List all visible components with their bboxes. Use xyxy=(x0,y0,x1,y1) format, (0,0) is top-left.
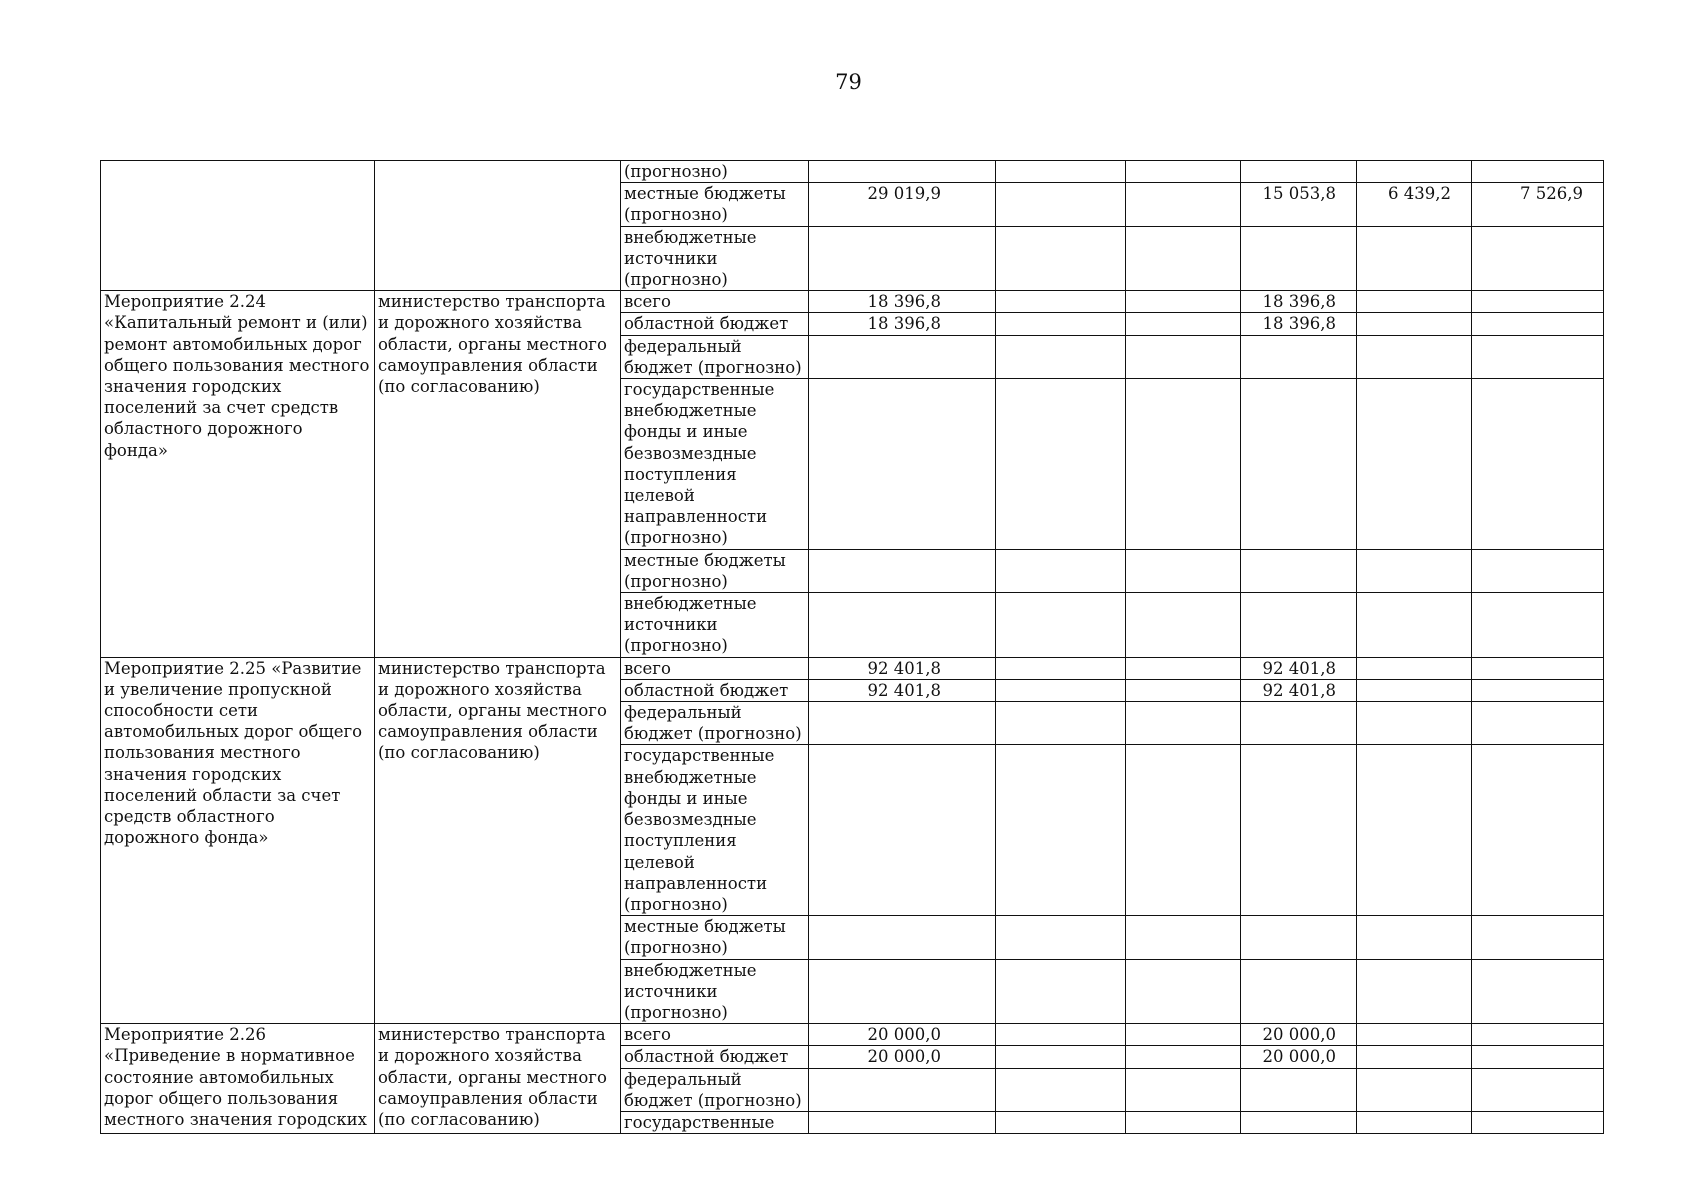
year-value-cell xyxy=(1126,657,1241,679)
funding-source-cell: внебюджетные источники (прогнозно) xyxy=(621,593,809,658)
year-value-cell xyxy=(1357,226,1472,291)
total-value-cell xyxy=(809,335,996,378)
year-value-cell xyxy=(996,549,1126,592)
year-value-cell xyxy=(1126,313,1241,335)
activity-cell: Мероприятие 2.24 «Капитальный ремонт и (или) ремонт автомобильных дорог общего пользования местного значения городских поселений за счет средств областного дорожного фонда» xyxy=(101,291,375,657)
total-value-cell xyxy=(809,959,996,1024)
year-value-cell xyxy=(1472,161,1604,183)
total-value-cell xyxy=(809,1111,996,1133)
year-value-cell xyxy=(1126,549,1241,592)
budget-table xyxy=(100,160,1604,1134)
funding-source-cell: федеральный бюджет (прогнозно) xyxy=(621,702,809,745)
year-value-cell xyxy=(1241,593,1357,658)
year-value-cell xyxy=(1472,379,1604,550)
table-row xyxy=(101,291,1604,313)
year-value-cell xyxy=(1126,593,1241,658)
funding-source-cell: государственные внебюджетные фонды и иные безвозмездные поступления целевой направленности (прогнозно) xyxy=(621,379,809,550)
year-value-cell xyxy=(1472,679,1604,701)
year-value-cell xyxy=(1472,1068,1604,1111)
year-value-cell xyxy=(1126,1111,1241,1133)
total-value-cell xyxy=(809,1068,996,1111)
year-value-cell xyxy=(1357,959,1472,1024)
year-value-cell: 18 396,8 xyxy=(1241,291,1357,313)
year-value-cell xyxy=(1126,335,1241,378)
table-row xyxy=(101,161,1604,183)
year-value-cell xyxy=(1126,1024,1241,1046)
table-row xyxy=(101,1024,1604,1046)
total-value-cell: 18 396,8 xyxy=(809,291,996,313)
funding-source-cell: областной бюджет xyxy=(621,313,809,335)
year-value-cell xyxy=(1472,916,1604,959)
funding-source-cell: внебюджетные источники (прогнозно) xyxy=(621,959,809,1024)
year-value-cell xyxy=(996,335,1126,378)
year-value-cell xyxy=(1126,379,1241,550)
year-value-cell xyxy=(1126,679,1241,701)
year-value-cell xyxy=(1357,1046,1472,1068)
year-value-cell xyxy=(1472,549,1604,592)
year-value-cell xyxy=(1241,161,1357,183)
funding-source-cell: федеральный бюджет (прогнозно) xyxy=(621,1068,809,1111)
funding-source-cell: внебюджетные источники (прогнозно) xyxy=(621,226,809,291)
year-value-cell xyxy=(996,702,1126,745)
funding-source-cell: местные бюджеты (прогнозно) xyxy=(621,183,809,226)
funding-source-cell: всего xyxy=(621,657,809,679)
year-value-cell: 6 439,2 xyxy=(1357,183,1472,226)
year-value-cell xyxy=(1241,1111,1357,1133)
year-value-cell xyxy=(1472,313,1604,335)
year-value-cell xyxy=(1472,291,1604,313)
year-value-cell: 7 526,9 xyxy=(1472,183,1604,226)
year-value-cell xyxy=(1126,745,1241,916)
year-value-cell xyxy=(996,916,1126,959)
year-value-cell xyxy=(1126,702,1241,745)
executor-cell: министерство транспорта и дорожного хозяйства области, органы местного самоуправления области (по согласованию) xyxy=(375,657,621,1023)
year-value-cell xyxy=(996,291,1126,313)
funding-source-cell: государственные xyxy=(621,1111,809,1133)
total-value-cell: 92 401,8 xyxy=(809,679,996,701)
year-value-cell xyxy=(1357,593,1472,658)
funding-source-cell: областной бюджет xyxy=(621,1046,809,1068)
year-value-cell xyxy=(1357,745,1472,916)
year-value-cell xyxy=(1357,657,1472,679)
year-value-cell xyxy=(1357,549,1472,592)
year-value-cell xyxy=(1241,745,1357,916)
year-value-cell xyxy=(1357,1111,1472,1133)
year-value-cell xyxy=(1126,183,1241,226)
total-value-cell xyxy=(809,549,996,592)
table-row xyxy=(101,657,1604,679)
year-value-cell: 18 396,8 xyxy=(1241,313,1357,335)
year-value-cell xyxy=(1357,161,1472,183)
year-value-cell xyxy=(1241,1068,1357,1111)
year-value-cell xyxy=(1241,335,1357,378)
year-value-cell: 92 401,8 xyxy=(1241,679,1357,701)
funding-source-cell: федеральный бюджет (прогнозно) xyxy=(621,335,809,378)
year-value-cell xyxy=(1472,959,1604,1024)
year-value-cell: 20 000,0 xyxy=(1241,1024,1357,1046)
total-value-cell xyxy=(809,916,996,959)
activity-cell: Мероприятие 2.25 «Развитие и увеличение пропускной способности сети автомобильных дорог общего пользования местного значения городских поселений области за счет средств областного дорожного фонда» xyxy=(101,657,375,1023)
year-value-cell xyxy=(996,161,1126,183)
year-value-cell xyxy=(996,379,1126,550)
year-value-cell xyxy=(1357,1068,1472,1111)
year-value-cell xyxy=(1241,959,1357,1024)
total-value-cell xyxy=(809,593,996,658)
year-value-cell xyxy=(1357,1024,1472,1046)
year-value-cell xyxy=(1126,1046,1241,1068)
year-value-cell xyxy=(1357,679,1472,701)
total-value-cell: 29 019,9 xyxy=(809,183,996,226)
year-value-cell xyxy=(996,679,1126,701)
year-value-cell xyxy=(996,1046,1126,1068)
year-value-cell xyxy=(1241,916,1357,959)
year-value-cell xyxy=(1126,959,1241,1024)
year-value-cell xyxy=(1126,916,1241,959)
year-value-cell xyxy=(1472,1111,1604,1133)
year-value-cell xyxy=(1126,226,1241,291)
year-value-cell xyxy=(1472,335,1604,378)
total-value-cell: 20 000,0 xyxy=(809,1024,996,1046)
year-value-cell xyxy=(1357,335,1472,378)
year-value-cell xyxy=(1126,1068,1241,1111)
total-value-cell: 18 396,8 xyxy=(809,313,996,335)
funding-source-cell: местные бюджеты (прогнозно) xyxy=(621,549,809,592)
year-value-cell xyxy=(996,745,1126,916)
total-value-cell: 92 401,8 xyxy=(809,657,996,679)
funding-source-cell: (прогнозно) xyxy=(621,161,809,183)
year-value-cell xyxy=(996,593,1126,658)
total-value-cell xyxy=(809,702,996,745)
year-value-cell xyxy=(1241,549,1357,592)
year-value-cell xyxy=(1126,161,1241,183)
year-value-cell xyxy=(1472,593,1604,658)
year-value-cell xyxy=(1472,745,1604,916)
year-value-cell xyxy=(1357,313,1472,335)
funding-source-cell: всего xyxy=(621,1024,809,1046)
funding-source-cell: всего xyxy=(621,291,809,313)
funding-source-cell: местные бюджеты (прогнозно) xyxy=(621,916,809,959)
executor-cell: министерство транспорта и дорожного хозяйства области, органы местного самоуправления области (по согласованию) xyxy=(375,1024,621,1134)
year-value-cell xyxy=(996,313,1126,335)
year-value-cell xyxy=(996,226,1126,291)
total-value-cell xyxy=(809,379,996,550)
year-value-cell xyxy=(996,1111,1126,1133)
year-value-cell xyxy=(1126,291,1241,313)
year-value-cell xyxy=(1241,379,1357,550)
year-value-cell: 15 053,8 xyxy=(1241,183,1357,226)
year-value-cell: 92 401,8 xyxy=(1241,657,1357,679)
year-value-cell xyxy=(996,959,1126,1024)
year-value-cell xyxy=(996,183,1126,226)
year-value-cell xyxy=(1472,702,1604,745)
total-value-cell xyxy=(809,161,996,183)
funding-source-cell: государственные внебюджетные фонды и иные безвозмездные поступления целевой направленности (прогнозно) xyxy=(621,745,809,916)
year-value-cell xyxy=(1357,916,1472,959)
year-value-cell xyxy=(1472,1024,1604,1046)
executor-cell: министерство транспорта и дорожного хозяйства области, органы местного самоуправления области (по согласованию) xyxy=(375,291,621,657)
year-value-cell xyxy=(1357,379,1472,550)
year-value-cell xyxy=(1472,657,1604,679)
year-value-cell xyxy=(996,657,1126,679)
year-value-cell xyxy=(1357,291,1472,313)
total-value-cell xyxy=(809,745,996,916)
activity-cell xyxy=(101,161,375,291)
total-value-cell xyxy=(809,226,996,291)
year-value-cell xyxy=(1472,226,1604,291)
total-value-cell: 20 000,0 xyxy=(809,1046,996,1068)
year-value-cell xyxy=(1357,702,1472,745)
executor-cell xyxy=(375,161,621,291)
year-value-cell xyxy=(996,1068,1126,1111)
funding-source-cell: областной бюджет xyxy=(621,679,809,701)
year-value-cell xyxy=(996,1024,1126,1046)
activity-cell: Мероприятие 2.26 «Приведение в нормативное состояние автомобильных дорог общего пользования местного значения городских xyxy=(101,1024,375,1134)
year-value-cell: 20 000,0 xyxy=(1241,1046,1357,1068)
year-value-cell xyxy=(1241,702,1357,745)
page-number: 79 xyxy=(835,70,862,94)
year-value-cell xyxy=(1241,226,1357,291)
year-value-cell xyxy=(1472,1046,1604,1068)
